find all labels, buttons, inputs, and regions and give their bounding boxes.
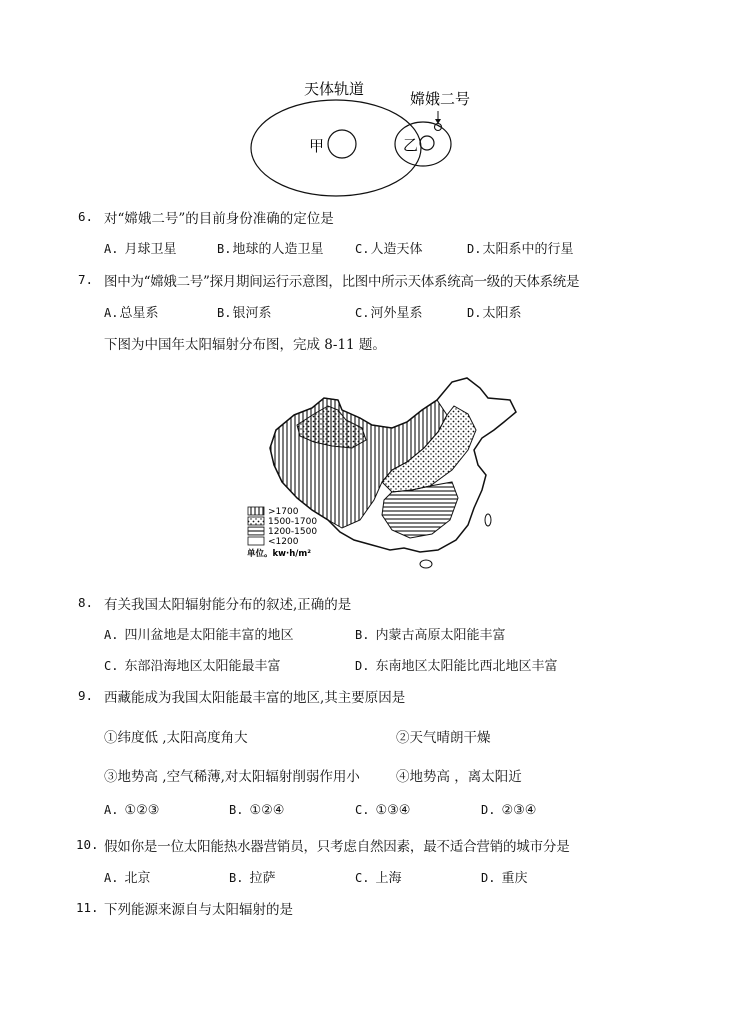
q9-number: 9. bbox=[78, 688, 94, 703]
q6-option-a[interactable] bbox=[104, 238, 176, 257]
body-yi-circle bbox=[420, 136, 434, 150]
q10-option-b-label: B. bbox=[229, 871, 244, 885]
q10-option-d-text: 重庆 bbox=[501, 871, 528, 886]
q10-option-b[interactable] bbox=[229, 867, 275, 886]
island-taiwan bbox=[485, 514, 491, 526]
q8-number: 8. bbox=[78, 595, 94, 610]
q10-option-a-text: 北京 bbox=[124, 871, 151, 886]
q6-option-b[interactable] bbox=[217, 238, 323, 257]
q7-option-a[interactable] bbox=[104, 302, 158, 321]
q10-option-d[interactable] bbox=[481, 867, 527, 886]
q6-option-c[interactable] bbox=[355, 238, 422, 257]
q7-option-c-text: 河外星系 bbox=[370, 306, 423, 321]
q8-option-d[interactable] bbox=[355, 655, 557, 674]
island-hainan bbox=[420, 560, 432, 568]
q9-option-b-text: ①②④ bbox=[249, 803, 285, 818]
q8-option-c-label: C. bbox=[104, 659, 119, 673]
q9-statement-2: ②天气晴朗干燥 bbox=[396, 730, 491, 746]
q6-option-a-text: 月球卫星 bbox=[124, 242, 177, 257]
q9-statement-1: ①纬度低 ,太阳高度角大 bbox=[104, 730, 248, 746]
orbit-diagram bbox=[240, 78, 470, 206]
q9-statement-4: ④地势高 ，离太阳近 bbox=[396, 769, 522, 785]
q8-option-a[interactable] bbox=[104, 624, 293, 643]
q7-option-d-label: D. bbox=[467, 306, 482, 320]
legend-swatch-vertical bbox=[248, 507, 264, 515]
q7-option-b-label: B. bbox=[217, 306, 232, 320]
legend-label-3: 1200-1500 bbox=[268, 527, 318, 537]
legend-label-2: 1500-1700 bbox=[268, 517, 318, 527]
label-probe: 嫦娥二号 bbox=[410, 90, 470, 108]
q9-option-c-label: C. bbox=[355, 803, 370, 817]
body-jia-circle bbox=[328, 130, 356, 158]
q8-option-a-text: 四川盆地是太阳能丰富的地区 bbox=[124, 628, 294, 643]
q8-option-c-text: 东部沿海地区太阳能最丰富 bbox=[124, 659, 281, 674]
q6-option-a-label: A. bbox=[104, 242, 119, 256]
q10-option-d-label: D. bbox=[481, 871, 496, 885]
q11-number: 11. bbox=[76, 900, 99, 915]
q8-option-a-label: A. bbox=[104, 628, 119, 642]
q7-number: 7. bbox=[78, 272, 94, 287]
q8-option-d-label: D. bbox=[355, 659, 370, 673]
q6-option-d[interactable] bbox=[467, 238, 573, 257]
legend-swatch-dots bbox=[248, 517, 264, 525]
legend-swatch-horizontal bbox=[248, 527, 264, 535]
q9-option-c[interactable] bbox=[355, 803, 410, 818]
q11-text: 下列能源来源自与太阳辐射的是 bbox=[104, 902, 293, 918]
q10-option-c[interactable] bbox=[355, 867, 401, 886]
q9-option-d[interactable] bbox=[481, 803, 536, 818]
legend-unit: 单位。kw·h/m² bbox=[247, 549, 311, 559]
q6-option-d-label: D. bbox=[467, 242, 482, 256]
q7-option-b-text: 银河系 bbox=[232, 306, 272, 321]
legend-swatch-blank bbox=[248, 537, 264, 545]
q10-number: 10. bbox=[76, 837, 99, 852]
q8-option-b-text: 内蒙古高原太阳能丰富 bbox=[375, 628, 506, 643]
q9-option-d-label: D. bbox=[481, 803, 496, 817]
q10-option-b-text: 拉萨 bbox=[249, 871, 276, 886]
q7-option-c-label: C. bbox=[355, 306, 370, 320]
q7-option-c[interactable] bbox=[355, 302, 422, 321]
q10-option-c-text: 上海 bbox=[375, 871, 402, 886]
q6-option-d-text: 太阳系中的行星 bbox=[482, 242, 574, 257]
probe-arrow-head bbox=[435, 119, 441, 124]
intro-8-11: 下图为中国年太阳辐射分布图，完成 8-11 题。 bbox=[104, 337, 386, 353]
q7-text: 图中为“嫦娥二号”探月期间运行示意图，比图中所示天体系统高一级的天体系统是 bbox=[104, 274, 580, 290]
q10-option-a[interactable] bbox=[104, 867, 150, 886]
q7-option-b[interactable] bbox=[217, 302, 271, 321]
q8-option-b[interactable] bbox=[355, 624, 505, 643]
q6-text: 对“嫦娥二号”的目前身份准确的定位是 bbox=[104, 211, 334, 227]
q7-option-d[interactable] bbox=[467, 302, 521, 321]
q9-option-a-text: ①②③ bbox=[124, 803, 160, 818]
q9-option-c-text: ①③④ bbox=[375, 803, 411, 818]
q6-option-c-text: 人造天体 bbox=[370, 242, 423, 257]
legend-label-4: <1200 bbox=[268, 537, 299, 547]
q10-option-c-label: C. bbox=[355, 871, 370, 885]
label-orbit: 天体轨道 bbox=[304, 80, 365, 98]
q7-option-a-text: 总星系 bbox=[119, 306, 159, 321]
label-yi: 乙 bbox=[403, 136, 419, 154]
q10-option-a-label: A. bbox=[104, 871, 119, 885]
q9-text: 西藏能成为我国太阳能最丰富的地区,其主要原因是 bbox=[104, 690, 406, 706]
q8-option-d-text: 东南地区太阳能比西北地区丰富 bbox=[375, 659, 558, 674]
q8-text: 有关我国太阳辐射能分布的叙述,正确的是 bbox=[104, 597, 352, 613]
q8-option-c[interactable] bbox=[104, 655, 280, 674]
legend-label-1: >1700 bbox=[268, 507, 299, 517]
q7-option-a-label: A. bbox=[104, 306, 119, 320]
label-jia: 甲 bbox=[309, 137, 325, 155]
china-solar-map bbox=[242, 370, 522, 580]
q9-option-d-text: ②③④ bbox=[501, 803, 537, 818]
q6-option-b-text: 地球的人造卫星 bbox=[232, 242, 324, 257]
q6-number: 6. bbox=[78, 209, 94, 224]
q10-text: 假如你是一位太阳能热水器营销员，只考虑自然因素，最不适合营销的城市分是 bbox=[104, 839, 570, 855]
q6-option-b-label: B. bbox=[217, 242, 232, 256]
q7-option-d-text: 太阳系 bbox=[482, 306, 522, 321]
q8-option-b-label: B. bbox=[355, 628, 370, 642]
q9-option-a[interactable] bbox=[104, 803, 159, 818]
q9-statement-3: ③地势高 ,空气稀薄,对太阳辐射削弱作用小 bbox=[104, 769, 360, 785]
q9-option-b-label: B. bbox=[229, 803, 244, 817]
q9-option-a-label: A. bbox=[104, 803, 119, 817]
q9-option-b[interactable] bbox=[229, 803, 284, 818]
q6-option-c-label: C. bbox=[355, 242, 370, 256]
